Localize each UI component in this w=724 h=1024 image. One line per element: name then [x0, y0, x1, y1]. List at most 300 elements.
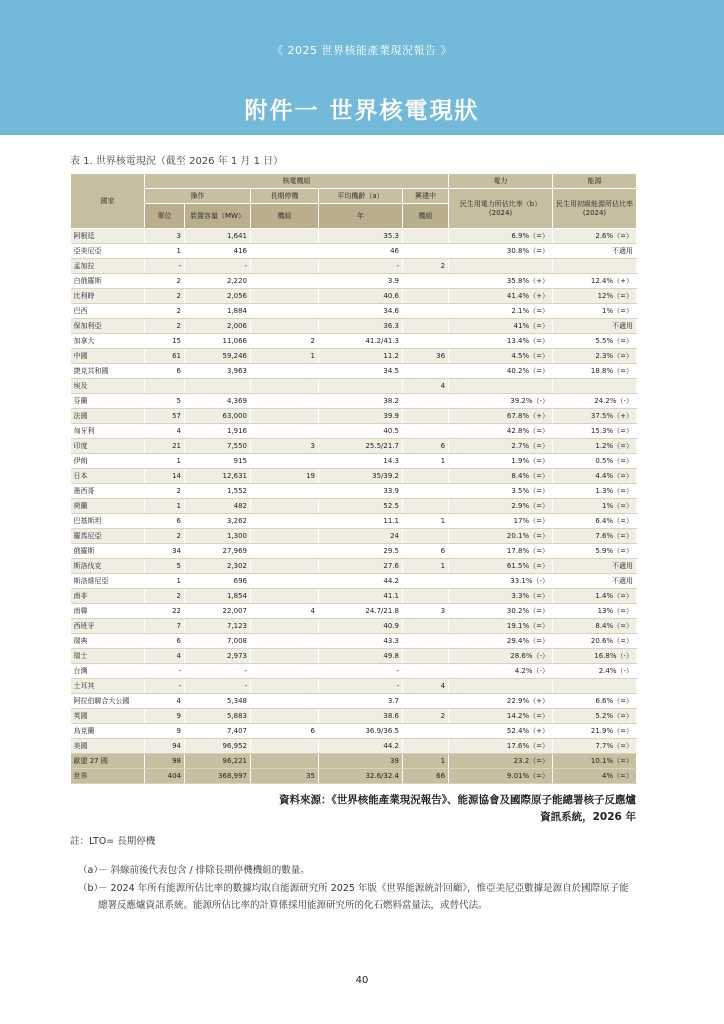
cell-country: 歐盟 27 國 — [71, 754, 145, 769]
cell-power: 13.4%（=） — [449, 334, 553, 349]
cell-power: 2.9%（=） — [449, 499, 553, 514]
cell-lto: 35 — [251, 769, 319, 784]
cell-capacity: 7,550 — [185, 439, 251, 454]
cell-energy: 不適用 — [553, 574, 637, 589]
cell-uc — [403, 394, 449, 409]
table-row — [71, 304, 637, 319]
cell-lto — [251, 379, 319, 394]
footnote-b-mark: （b） — [78, 883, 104, 894]
cell-energy: 1%（=） — [553, 304, 637, 319]
cell-energy: 12.4%（+） — [553, 274, 637, 289]
cell-lto — [251, 484, 319, 499]
cell-units: 4 — [145, 649, 185, 664]
table-row — [71, 529, 637, 544]
cell-age: 52.5 — [319, 499, 403, 514]
cell-energy: 21.9%（=） — [553, 724, 637, 739]
cell-country: 英國 — [71, 709, 145, 724]
cell-capacity: 63,000 — [185, 409, 251, 424]
footnote-b-text: － 2024 年所有能源所佔比率的數據均取自能源研究所 2025 年版《世界能源統計回顧》，惟亞美尼亞數據是源自於國際原子能總署反應爐資訊系統。能源所佔比率的計算係採用能源研究所的化石燃料當量法，或替代法。 — [98, 883, 629, 911]
cell-capacity: - — [185, 664, 251, 679]
cell-lto — [251, 739, 319, 754]
cell-country: 法國 — [71, 409, 145, 424]
cell-age: 24.7/21.8 — [319, 604, 403, 619]
cell-power: 39.2%（-） — [449, 394, 553, 409]
cell-capacity: 2,302 — [185, 559, 251, 574]
cell-capacity: 22,007 — [185, 604, 251, 619]
cell-age: 44.2 — [319, 739, 403, 754]
cell-energy: 0.5%（=） — [553, 454, 637, 469]
cell-power: 61.5%（=） — [449, 559, 553, 574]
table-row — [71, 544, 637, 559]
cell-units: 2 — [145, 529, 185, 544]
cell-country: 土耳其 — [71, 679, 145, 694]
cell-capacity: 1,884 — [185, 304, 251, 319]
cell-energy: 不適用 — [553, 244, 637, 259]
nuclear-status-table — [70, 173, 637, 784]
cell-units: 57 — [145, 409, 185, 424]
cell-age: 11.1 — [319, 514, 403, 529]
cell-country: 匈牙利 — [71, 424, 145, 439]
cell-units: 2 — [145, 289, 185, 304]
table-row — [71, 394, 637, 409]
cell-power: 40.2%（=） — [449, 364, 553, 379]
cell-country: 瑞士 — [71, 649, 145, 664]
cell-lto — [251, 304, 319, 319]
table-row — [71, 364, 637, 379]
cell-age: 32.6/32.4 — [319, 769, 403, 784]
cell-energy: 37.5%（+） — [553, 409, 637, 424]
table-row — [71, 739, 637, 754]
cell-country: 荷蘭 — [71, 499, 145, 514]
cell-uc — [403, 724, 449, 739]
cell-lto — [251, 649, 319, 664]
cell-power — [449, 379, 553, 394]
cell-lto — [251, 544, 319, 559]
cell-lto — [251, 259, 319, 274]
footnote-a-text: － 斜線前後代表包含 / 排除長期停機機組的數量。 — [98, 865, 310, 876]
cell-power: 1.9%（=） — [449, 454, 553, 469]
cell-capacity: 7,407 — [185, 724, 251, 739]
cell-country: 西班牙 — [71, 619, 145, 634]
cell-lto — [251, 499, 319, 514]
cell-capacity: 3,963 — [185, 364, 251, 379]
cell-lto — [251, 274, 319, 289]
cell-power: 29.4%（=） — [449, 634, 553, 649]
header-power-group: 電力 — [449, 174, 553, 189]
cell-units: 98 — [145, 754, 185, 769]
cell-lto — [251, 409, 319, 424]
cell-country: 日本 — [71, 469, 145, 484]
cell-power: 3.3%（=） — [449, 589, 553, 604]
header-reactors-group: 核電機組 — [145, 174, 449, 189]
cell-uc: 1 — [403, 559, 449, 574]
source-line-2: 資訊系統，2026 年 — [540, 811, 636, 823]
cell-age: 40.6 — [319, 289, 403, 304]
cell-energy: 15.3%（=） — [553, 424, 637, 439]
cell-uc: 36 — [403, 349, 449, 364]
table-row — [71, 619, 637, 634]
cell-units: 1 — [145, 454, 185, 469]
cell-uc — [403, 334, 449, 349]
cell-power — [449, 679, 553, 694]
cell-age: 49.8 — [319, 649, 403, 664]
cell-energy: 13%（=） — [553, 604, 637, 619]
cell-country: 阿拉伯聯合大公國 — [71, 694, 145, 709]
cell-age: 29.5 — [319, 544, 403, 559]
cell-energy: 1.3%（=） — [553, 484, 637, 499]
cell-uc — [403, 589, 449, 604]
cell-power: 30.2%（=） — [449, 604, 553, 619]
cell-energy: 7.6%（=） — [553, 529, 637, 544]
page-number: 40 — [355, 975, 369, 986]
cell-uc — [403, 664, 449, 679]
cell-capacity: 1,916 — [185, 424, 251, 439]
cell-uc: 1 — [403, 454, 449, 469]
cell-age: 33.9 — [319, 484, 403, 499]
cell-uc — [403, 469, 449, 484]
cell-age: 25.5/21.7 — [319, 439, 403, 454]
cell-energy: 5.2%（=） — [553, 709, 637, 724]
cell-energy: 2.3%（=） — [553, 349, 637, 364]
table-row — [71, 229, 637, 244]
cell-uc — [403, 739, 449, 754]
table-row — [71, 664, 637, 679]
cell-lto — [251, 694, 319, 709]
cell-power: 23.2（=） — [449, 754, 553, 769]
cell-country: 南非 — [71, 589, 145, 604]
cell-capacity: 1,641 — [185, 229, 251, 244]
cell-capacity: 59,246 — [185, 349, 251, 364]
cell-lto — [251, 454, 319, 469]
cell-units: 2 — [145, 589, 185, 604]
cell-capacity — [185, 379, 251, 394]
cell-lto — [251, 619, 319, 634]
cell-power — [449, 259, 553, 274]
cell-lto — [251, 679, 319, 694]
cell-uc — [403, 529, 449, 544]
cell-age: 3.7 — [319, 694, 403, 709]
cell-country: 比利時 — [71, 289, 145, 304]
cell-lto — [251, 634, 319, 649]
cell-country: 埃及 — [71, 379, 145, 394]
cell-uc — [403, 619, 449, 634]
cell-capacity: 96,221 — [185, 754, 251, 769]
cell-age: 39 — [319, 754, 403, 769]
cell-energy: 20.6%（=） — [553, 634, 637, 649]
cell-units: - — [145, 664, 185, 679]
cell-units: 22 — [145, 604, 185, 619]
cell-capacity: 3,262 — [185, 514, 251, 529]
cell-capacity: 27,969 — [185, 544, 251, 559]
table-row — [71, 574, 637, 589]
table-row — [71, 334, 637, 349]
cell-uc: 2 — [403, 709, 449, 724]
page-title: 附件一 世界核電現狀 — [244, 98, 480, 124]
cell-age: 44.2 — [319, 574, 403, 589]
cell-lto — [251, 664, 319, 679]
cell-uc — [403, 364, 449, 379]
cell-power: 4.5%（=） — [449, 349, 553, 364]
cell-age — [319, 379, 403, 394]
cell-age: 35/39.2 — [319, 469, 403, 484]
cell-uc — [403, 274, 449, 289]
cell-age: - — [319, 259, 403, 274]
table-row — [71, 379, 637, 394]
cell-age: 27.6 — [319, 559, 403, 574]
cell-capacity: 696 — [185, 574, 251, 589]
summary-row — [71, 769, 637, 784]
header-capacity: 裝置容量（MW） — [185, 204, 251, 229]
cell-power: 52.4%（+） — [449, 724, 553, 739]
cell-age: 11.2 — [319, 349, 403, 364]
cell-age: 3.9 — [319, 274, 403, 289]
cell-units: 5 — [145, 394, 185, 409]
cell-power: 2.1%（=） — [449, 304, 553, 319]
cell-lto: 6 — [251, 724, 319, 739]
table-caption: 表 1. 世界核電現況（截至 2026 年 1 月 1 日） — [70, 156, 284, 167]
cell-country: 俄羅斯 — [71, 544, 145, 559]
cell-country: 加拿大 — [71, 334, 145, 349]
cell-uc: 3 — [403, 604, 449, 619]
cell-energy: 6.4%（=） — [553, 514, 637, 529]
cell-capacity: 1,552 — [185, 484, 251, 499]
cell-energy: 1%（=） — [553, 499, 637, 514]
cell-capacity: 11,066 — [185, 334, 251, 349]
cell-energy: 2.6%（=） — [553, 229, 637, 244]
footnote-b — [78, 880, 638, 914]
cell-units: 6 — [145, 514, 185, 529]
cell-capacity: 7,123 — [185, 619, 251, 634]
cell-uc — [403, 424, 449, 439]
cell-lto — [251, 574, 319, 589]
cell-age: 38.6 — [319, 709, 403, 724]
cell-lto — [251, 709, 319, 724]
header-units: 單位 — [145, 204, 185, 229]
cell-energy: 5.9%（=） — [553, 544, 637, 559]
cell-power: 2.7%（=） — [449, 439, 553, 454]
cell-uc: 4 — [403, 379, 449, 394]
cell-power: 19.1%（=） — [449, 619, 553, 634]
cell-capacity: 5,348 — [185, 694, 251, 709]
footnote-a — [78, 862, 638, 879]
cell-energy — [553, 379, 637, 394]
cell-lto: 1 — [251, 349, 319, 364]
cell-units — [145, 379, 185, 394]
cell-lto: 2 — [251, 334, 319, 349]
cell-capacity: 5,883 — [185, 709, 251, 724]
cell-units: 7 — [145, 619, 185, 634]
cell-uc: 66 — [403, 769, 449, 784]
cell-lto — [251, 289, 319, 304]
cell-units: - — [145, 259, 185, 274]
abbreviation-note: 註：LTO= 長期停機 — [70, 836, 156, 847]
cell-units: 2 — [145, 484, 185, 499]
cell-age: 34.5 — [319, 364, 403, 379]
table-row — [71, 484, 637, 499]
source-line-1: 資料來源：《世界核能產業現況報告》、能源協會及國際原子能總署核子反應爐 — [279, 794, 636, 806]
cell-capacity: 2,056 — [185, 289, 251, 304]
cell-power: 20.1%（=） — [449, 529, 553, 544]
cell-country: 斯洛伐克 — [71, 559, 145, 574]
cell-energy: 8.4%（=） — [553, 619, 637, 634]
cell-capacity: 482 — [185, 499, 251, 514]
cell-energy: 4.4%（=） — [553, 469, 637, 484]
cell-units: 1 — [145, 244, 185, 259]
header-power-share: 民生用電力所佔比率（b）(2024) — [449, 189, 553, 229]
cell-power: 17.6%（=） — [449, 739, 553, 754]
cell-age: - — [319, 679, 403, 694]
cell-country: 中國 — [71, 349, 145, 364]
cell-country: 世界 — [71, 769, 145, 784]
cell-age: 41.2/41.3 — [319, 334, 403, 349]
cell-units: 34 — [145, 544, 185, 559]
cell-country: 芬蘭 — [71, 394, 145, 409]
cell-power: 35.8%（+） — [449, 274, 553, 289]
cell-capacity: 1,300 — [185, 529, 251, 544]
cell-uc — [403, 634, 449, 649]
cell-power: 22.9%（+） — [449, 694, 553, 709]
cell-age: 39.9 — [319, 409, 403, 424]
cell-energy: 10.1%（=） — [553, 754, 637, 769]
cell-country: 南韓 — [71, 604, 145, 619]
cell-lto — [251, 559, 319, 574]
table-row — [71, 559, 637, 574]
cell-country: 印度 — [71, 439, 145, 454]
cell-power: 8.4%（=） — [449, 469, 553, 484]
table-row — [71, 679, 637, 694]
table-row — [71, 589, 637, 604]
cell-energy: 2.4%（-） — [553, 664, 637, 679]
cell-uc — [403, 229, 449, 244]
cell-uc: 6 — [403, 439, 449, 454]
cell-power: 41%（=） — [449, 319, 553, 334]
cell-energy: 4%（=） — [553, 769, 637, 784]
cell-country: 阿根廷 — [71, 229, 145, 244]
header-lto-unit: 機組 — [251, 204, 319, 229]
cell-capacity: 4,369 — [185, 394, 251, 409]
cell-lto — [251, 229, 319, 244]
cell-age: 34.6 — [319, 304, 403, 319]
table-row — [71, 724, 637, 739]
cell-capacity: 2,220 — [185, 274, 251, 289]
cell-units: 4 — [145, 694, 185, 709]
table-row — [71, 319, 637, 334]
cell-uc — [403, 499, 449, 514]
table-row — [71, 409, 637, 424]
cell-units: 1 — [145, 574, 185, 589]
header-under-construction: 興建中 — [403, 189, 449, 204]
cell-energy: 18.8%（=） — [553, 364, 637, 379]
cell-capacity: 2,006 — [185, 319, 251, 334]
cell-units: 94 — [145, 739, 185, 754]
cell-units: 3 — [145, 229, 185, 244]
cell-country: 烏克蘭 — [71, 724, 145, 739]
cell-lto — [251, 589, 319, 604]
cell-age: 43.3 — [319, 634, 403, 649]
cell-energy: 1.2%（=） — [553, 439, 637, 454]
cell-units: 404 — [145, 769, 185, 784]
cell-units: 2 — [145, 319, 185, 334]
cell-country: 白俄羅斯 — [71, 274, 145, 289]
cell-power: 9.01%（=） — [449, 769, 553, 784]
cell-power: 17.8%（=） — [449, 544, 553, 559]
table-row — [71, 709, 637, 724]
cell-lto: 19 — [251, 469, 319, 484]
cell-power: 67.8%（+） — [449, 409, 553, 424]
cell-energy — [553, 679, 637, 694]
cell-country: 伊朗 — [71, 454, 145, 469]
cell-power: 41.4%（+） — [449, 289, 553, 304]
cell-units: 15 — [145, 334, 185, 349]
cell-uc: 2 — [403, 259, 449, 274]
cell-capacity: 96,952 — [185, 739, 251, 754]
cell-energy: 1.4%（=） — [553, 589, 637, 604]
cell-energy: 5.5%（=） — [553, 334, 637, 349]
table-row — [71, 244, 637, 259]
cell-capacity: - — [185, 259, 251, 274]
cell-power: 33.1%（-） — [449, 574, 553, 589]
cell-units: 6 — [145, 634, 185, 649]
table-row — [71, 424, 637, 439]
cell-age: 41.1 — [319, 589, 403, 604]
cell-units: 9 — [145, 709, 185, 724]
cell-lto — [251, 514, 319, 529]
footnote-a-mark: （a） — [78, 865, 103, 876]
table-row — [71, 649, 637, 664]
header-avg-age: 平均機齡（a） — [319, 189, 403, 204]
cell-age: 46 — [319, 244, 403, 259]
header-uc-unit: 機組 — [403, 204, 449, 229]
cell-power: 30.8%（=） — [449, 244, 553, 259]
cell-country: 保加利亞 — [71, 319, 145, 334]
cell-capacity: 12,631 — [185, 469, 251, 484]
cell-uc: 1 — [403, 754, 449, 769]
cell-age: 38.2 — [319, 394, 403, 409]
cell-energy: 不適用 — [553, 559, 637, 574]
cell-capacity: - — [185, 679, 251, 694]
cell-capacity: 1,854 — [185, 589, 251, 604]
cell-power: 4.2%（-） — [449, 664, 553, 679]
table-row — [71, 469, 637, 484]
cell-units: 2 — [145, 274, 185, 289]
table-row — [71, 454, 637, 469]
cell-units: 2 — [145, 304, 185, 319]
cell-country: 美國 — [71, 739, 145, 754]
cell-uc — [403, 289, 449, 304]
cell-uc: 4 — [403, 679, 449, 694]
cell-energy: 16.8%（-） — [553, 649, 637, 664]
header-country: 國家 — [71, 174, 145, 229]
cell-uc — [403, 319, 449, 334]
cell-power: 17%（=） — [449, 514, 553, 529]
cell-uc — [403, 649, 449, 664]
cell-lto: 4 — [251, 604, 319, 619]
cell-units: 61 — [145, 349, 185, 364]
table-row — [71, 604, 637, 619]
table-row — [71, 694, 637, 709]
cell-age: - — [319, 664, 403, 679]
cell-age: 24 — [319, 529, 403, 544]
cell-country: 捷克共和國 — [71, 364, 145, 379]
cell-energy: 不適用 — [553, 319, 637, 334]
cell-power: 28.6%（-） — [449, 649, 553, 664]
cell-units: 14 — [145, 469, 185, 484]
cell-units: - — [145, 679, 185, 694]
cell-uc — [403, 574, 449, 589]
header-energy-group: 能源 — [553, 174, 637, 189]
header-age-unit: 年 — [319, 204, 403, 229]
cell-energy: 6.6%（=） — [553, 694, 637, 709]
